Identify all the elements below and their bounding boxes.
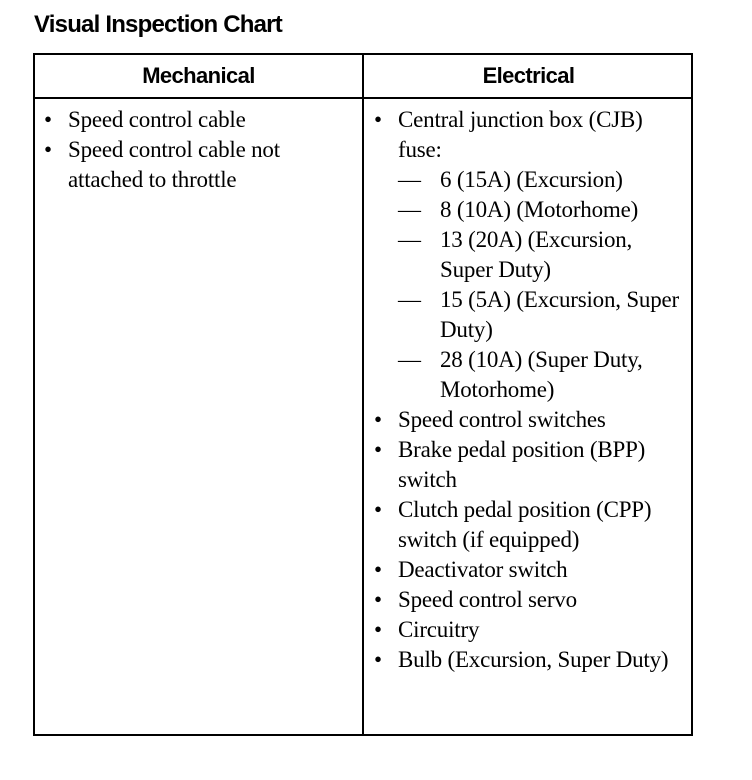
list-item: • Circuitry [373, 615, 688, 645]
column-header-mechanical: Mechanical [142, 63, 255, 88]
chart-title: Visual Inspection Chart [34, 11, 282, 38]
list-item: • Clutch pedal position (CPP) switch (if equipped) [373, 495, 688, 555]
column-divider [362, 55, 364, 734]
inspection-table [33, 53, 693, 736]
list-item: • Bulb (Excursion, Super Duty) [373, 645, 688, 675]
electrical-column [373, 105, 688, 675]
list-item-fuse [373, 105, 688, 405]
fuse-heading: Central junction box (CJB) fuse: [398, 107, 643, 162]
electrical-list [373, 105, 688, 675]
list-item: • Speed control cable [43, 105, 355, 135]
mechanical-column [43, 105, 355, 195]
list-item: • Speed control switches [373, 405, 688, 435]
fuse-list [398, 165, 688, 405]
fuse-item: — 15 (5A) (Excursion, Super Duty) [398, 285, 688, 345]
fuse-item: — 28 (10A) (Super Duty, Motorhome) [398, 345, 688, 405]
fuse-item: — 8 (10A) (Motorhome) [398, 195, 688, 225]
fuse-item: — 13 (20A) (Excursion, Super Duty) [398, 225, 688, 285]
list-item: • Speed control servo [373, 585, 688, 615]
list-item: • Brake pedal position (BPP) switch [373, 435, 688, 495]
fuse-item: — 6 (15A) (Excursion) [398, 165, 688, 195]
mechanical-list [43, 105, 355, 195]
list-item: • Speed control cable not attached to throttle [43, 135, 355, 195]
column-header-electrical: Electrical [482, 63, 575, 88]
list-item: • Deactivator switch [373, 555, 688, 585]
